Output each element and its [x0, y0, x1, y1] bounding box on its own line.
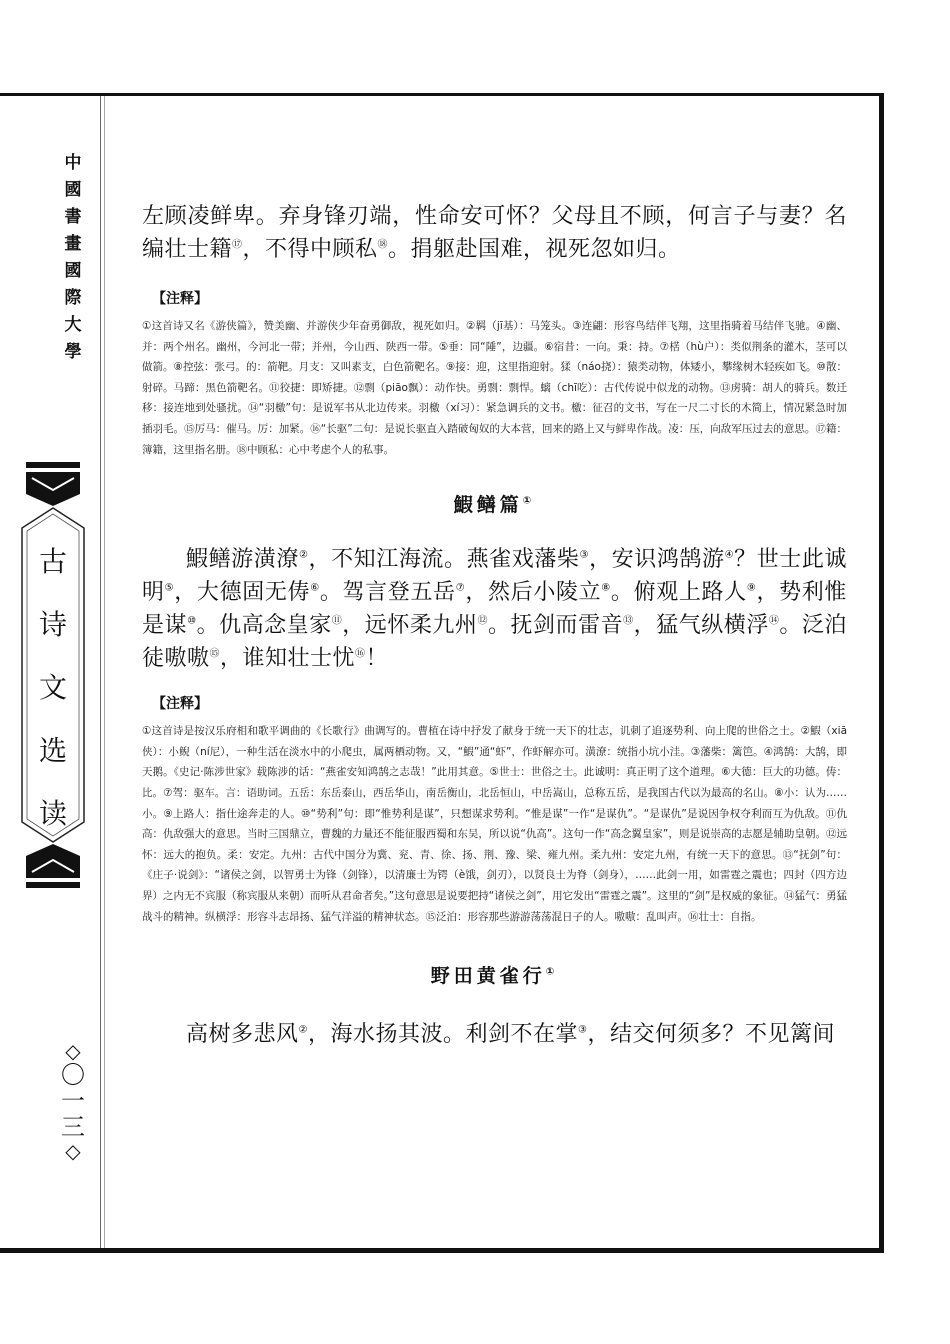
footnote-marker: ④	[724, 549, 735, 561]
poem-title	[142, 961, 847, 988]
poem-body	[142, 543, 847, 675]
poem-continuation	[142, 200, 847, 266]
series-char: 國	[64, 261, 82, 281]
book-title-char: 文	[38, 671, 67, 704]
poem-text: ？世士此诚明	[142, 547, 847, 606]
series-title	[52, 150, 94, 366]
footnote-marker: ⑯	[355, 648, 366, 660]
banner-top-cap	[26, 472, 80, 506]
banner-top-bar	[26, 462, 80, 468]
poem-text: ！	[365, 646, 389, 672]
poem-text: ，大德固无俦	[174, 580, 311, 606]
footnote-marker: ⑩	[187, 615, 197, 627]
series-char: 畫	[64, 234, 82, 254]
page-frame-bottom	[0, 1248, 884, 1253]
footnote-marker: ③	[578, 1024, 588, 1036]
poem-text: 。捐躯赴国难，视死忽如归。	[388, 237, 681, 262]
footnote-marker: ②	[298, 549, 309, 561]
main-content	[142, 200, 847, 1051]
book-title-char: 读	[38, 797, 67, 830]
page-number-char: 三	[61, 1113, 85, 1141]
poem-text: 鰕鳝游潢潦	[186, 547, 299, 573]
poem-text: ，安识鸿鹄游	[589, 547, 725, 573]
page-number-char: ◇	[65, 1039, 81, 1063]
notes-text: ①这首诗又名《游侠篇》，赞美幽、并游侠少年奋勇御敌，视死如归。②羁（jī基）：马笼头。③连翩：形容鸟结伴飞翔，这里指骑着马结伴飞驰。④幽、并：两个州名。幽州，今河北一带；并州，今山西、陕西一带。⑤垂：同“陲”，边疆。⑥宿昔：一向。秉：持。⑦楛（hù户）：类似荆条的灌木，茎可以做箭。⑧控弦：张弓。的：箭靶。月支：又叫素支，白色箭靶名。⑨接：迎，这里指迎射。猱（náo挠）：猿类动物，体矮小，攀缘树木轻疾如飞。⑩散：射碎。马蹄：黑色箭靶名。⑪狡捷：即矫捷。⑫剽（piāo飘）：动作快。勇剽：剽悍。螭（chī吃）：古代传说中似龙的动物。⑬虏骑：胡人的骑兵。数迁移：接连地到处骚扰。⑭“羽檄”句：是说军书从北边传来。羽檄（xí习）：紧急调兵的文书。檄：征召的文书，写在一尺二寸长的木简上，情况紧急时加插羽毛。⑮厉马：催马。厉：加紧。⑯“长驱”二句：是说长驱直入踏破匈奴的大本营，回来的路上又与鲜卑作战。凌：压，向敌军压过去的意思。⑰籍：簿籍，这里指名册。⑱中顾私：心中考虑个人的私事。	[142, 320, 847, 456]
book-title-char: 选	[38, 734, 67, 767]
footnote-marker: ③	[579, 549, 590, 561]
poem-text: ，不知江海流。燕雀戏藩柴	[308, 547, 580, 573]
series-char: 國	[64, 180, 82, 200]
footnote-marker: ⑮	[209, 648, 221, 660]
poem-title-text: 鰕鳝篇	[453, 494, 523, 517]
footnote-marker: ⑥	[310, 582, 320, 594]
page-frame-right	[879, 93, 884, 1253]
series-char: 書	[64, 207, 82, 227]
footnote-marker: ⑭	[768, 615, 780, 627]
poem-text: 。抚剑而雷音	[487, 613, 624, 639]
footnote-marker: ①	[545, 966, 559, 978]
book-title-char: 古	[38, 545, 67, 578]
poem-title	[142, 490, 847, 517]
footnote-marker: ⑧	[601, 582, 611, 594]
series-char: 大	[64, 315, 82, 335]
book-title	[18, 530, 88, 845]
footnote-marker: ⑱	[377, 239, 389, 251]
poem-text: ，猛气纵横浮	[633, 613, 769, 639]
poem-text: ，结交何须多？不见篱间	[587, 1022, 835, 1048]
book-title-char: 诗	[38, 608, 67, 641]
footnote-marker: ①	[522, 495, 536, 507]
poem-text: ，谁知壮士忧	[220, 646, 356, 672]
notes-text: ①这首诗是按汉乐府相和歌平调曲的《长歌行》曲调写的。曹植在诗中抒发了献身于统一天下的壮志，讥刺了追逐势利、向上爬的世俗之士。②鰕（xiā侠）：小鲵（ní尼），一种生活在淡水中的小爬虫，属两栖动物。又，“鰕”通“虾”，作虾解亦可。潢潦：统指小坑小洼。③藩柴：篱笆。④鸿鹄：大鹄，即天鹅。《史记·陈涉世家》载陈涉的话：“燕雀安知鸿鹄之志哉！”此用其意。⑤世士：世俗之士。此诚明：真正明了这个道理。⑥大德：巨大的功德。俦：比。⑦驾：驱车。言：语助词。五岳：东岳泰山，西岳华山，南岳衡山，北岳恒山，中岳嵩山，总称五岳，是我国古代以为最高的名山。⑧小：认为……小。⑨上路人：指仕途奔走的人。⑩“势利”句：即“惟势利是谋”，只想谋求势利。“惟是谋”一作“是谋仇”。“是谋仇”是说因争权夺利而互为仇敌。⑪仇高：仇敌强大的意思。当时三国鼎立，曹魏的力量还不能征服西蜀和东吴，所以说“仇高”。这句一作“高念翼皇家”，则是说崇高的志愿是辅助皇朝。⑫远怀：远大的抱负。柔：安定。九州：古代中国分为冀、兖、青、徐、扬、荆、豫、梁、雍九州。柔九州：安定九州，有统一天下的意思。⑬“抚剑”句：《庄子·说剑》：“诸侯之剑，以智勇士为锋（剑锋），以清廉士为锷（è饿，剑刃），以贤良士为脊（剑身），……此剑一用，如雷霆之震也；四封（四方边界）之内无不宾服（称宾服从来朝）而听从君命者矣。”这句意思是说要把持“诸侯之剑”，用它发出“雷霆之震”。这里的“剑”是权威的象征。⑭猛气：勇猛战斗的精神。纵横浮：形容斗志昂扬、猛气洋溢的精神状态。⑮泛泊：形容那些游游荡荡混日子的人。嗷嗷：乱叫声。⑯壮士：自指。	[142, 725, 847, 923]
poem-text: 。泛泊徒嗷嗷	[142, 613, 847, 672]
poem-text: ，然后小陵立	[465, 580, 602, 606]
poem-text: 。驾言登五岳	[319, 580, 456, 606]
footnote-marker: ⑬	[623, 615, 634, 627]
footnote-marker: ⑤	[164, 582, 175, 594]
notes-label: 【注释】	[152, 291, 208, 307]
footnote-marker: ⑪	[331, 615, 343, 627]
poem-text: ，不得中顾私	[242, 237, 378, 262]
series-char: 際	[64, 288, 82, 308]
footnote-marker: ②	[298, 1024, 308, 1036]
sidebar-divider	[100, 96, 101, 1248]
poem-text: ，势利惟是谋	[142, 580, 847, 639]
banner-bottom-bar	[26, 882, 80, 888]
page-number-char: 一	[61, 1087, 85, 1115]
poem-text: 高树多悲风	[186, 1022, 299, 1048]
banner-bottom-cap	[26, 844, 80, 878]
poem-text: 。仇高念皇家	[196, 613, 332, 639]
series-char: 中	[64, 153, 82, 173]
series-char: 學	[64, 342, 82, 362]
poem-title-text: 野田黄雀行	[430, 965, 546, 988]
poem-text: 。俯观上路人	[610, 580, 747, 606]
footnote-marker: ⑫	[477, 615, 488, 627]
page-frame-top	[0, 93, 884, 96]
page-number	[52, 1040, 94, 1162]
poem-body	[142, 1018, 847, 1051]
page-number-char: 〇	[61, 1061, 85, 1089]
footnote-marker: ⑦	[455, 582, 466, 594]
notes-label: 【注释】	[152, 696, 208, 713]
poem-text: ，远怀柔九州	[342, 613, 478, 639]
sidebar-divider-inner	[104, 96, 105, 1248]
footnote-marker: ⑨	[746, 582, 757, 594]
footnote-marker: ⑰	[232, 239, 243, 251]
poem-text: 左顾凌鲜卑。弃身锋刃端，性命安可怀？父母且不顾，何言子与妻？名编壮士籍	[142, 204, 847, 262]
poem-text: ，海水扬其波。利剑不在掌	[307, 1022, 578, 1048]
page-number-char: ◇	[65, 1139, 81, 1163]
